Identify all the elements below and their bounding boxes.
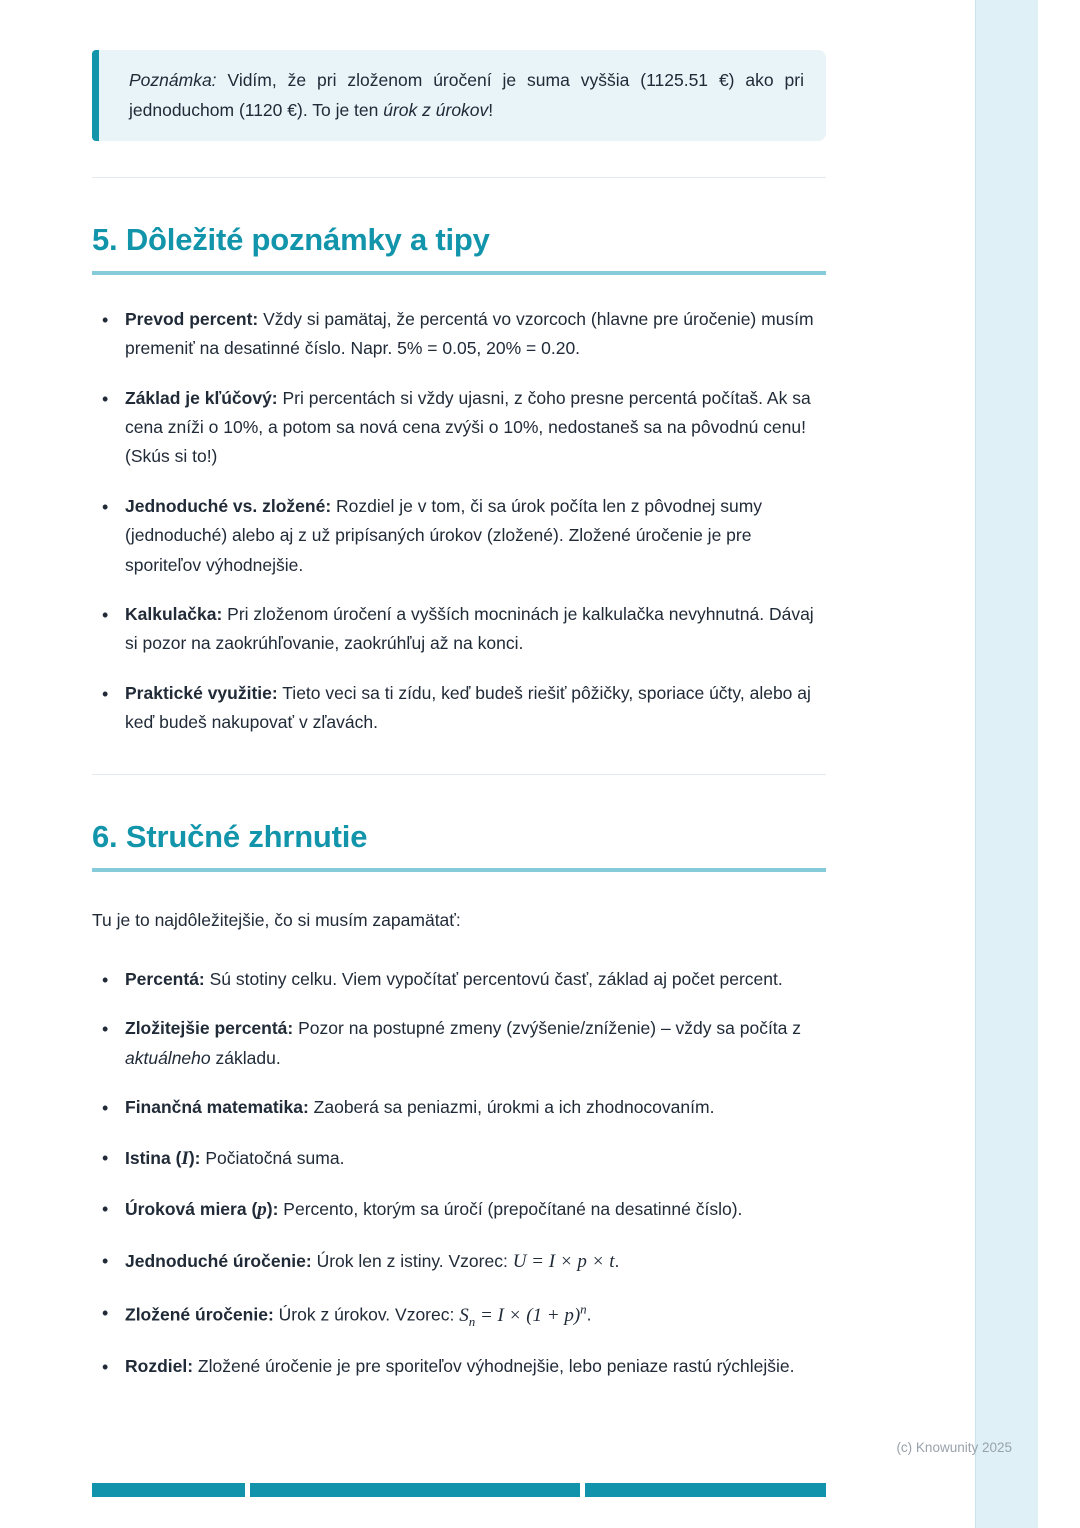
note-text: Vidím, že pri zloženom úročení je suma vyššia (1125.51 €) ako pri jednoduchom (1120 €). To je ten [129, 70, 804, 121]
list-item [92, 1298, 826, 1332]
bullet-lead: Kalkulačka: [125, 604, 223, 624]
bullet-lead: Rozdiel: [125, 1356, 194, 1377]
bullet-lead: Praktické využitie: [125, 682, 278, 703]
page-content [92, 0, 826, 1402]
bullet-lead: Základ je kľúčový: [125, 387, 278, 408]
list-item [92, 1143, 826, 1175]
note-italic-phrase: úrok z úrokov [383, 100, 489, 121]
bullet-text-tail: . [586, 1304, 592, 1325]
section-divider [92, 774, 826, 775]
math-subscript: n [468, 1313, 476, 1329]
section-6-intro: Tu je to najdôležitejšie, čo si musím zapamätať: [92, 909, 461, 930]
note-callout [92, 50, 826, 141]
bullet-lead: Finančná matematika: [125, 1097, 309, 1118]
section-6-bullet-list [92, 965, 826, 1382]
note-tail: ! [488, 100, 494, 121]
list-item [92, 492, 826, 580]
bullet-text: Zložené úročenie je pre sporiteľov výhodnejšie, lebo peniaze rastú rýchlejšie. [193, 1356, 795, 1377]
bullet-text: Percento, ktorým sa úročí (prepočítané na desatinné číslo). [278, 1199, 743, 1220]
bullet-lead: Zložitejšie percentá: [125, 1018, 294, 1039]
bullet-text: Pri percentách si vždy ujasni, z čoho presne percentá počítaš. Ak sa cena zníži o 10%, a potom sa nová cena zvýši o 10%, nedostaneš sa na pôvodnú cenu! (Skús si to!) [125, 387, 811, 467]
list-item [92, 1194, 826, 1226]
list-item [92, 1246, 826, 1278]
math-mid: = I × (1 + p) [475, 1304, 581, 1326]
math-symbol: I [181, 1147, 189, 1169]
bullet-lead: Jednoduché vs. zložené: [125, 495, 332, 516]
bullet-lead-text: Istina ( [125, 1147, 182, 1168]
bullet-lead [125, 1199, 278, 1219]
math-formula-compound-interest [459, 1301, 587, 1329]
section-5-bullet-list [92, 305, 826, 738]
list-item [92, 1093, 826, 1122]
bullet-lead: Percentá: [125, 968, 205, 989]
bullet-lead [125, 1148, 200, 1168]
math-symbol: p [257, 1199, 267, 1221]
bullet-italic-word: aktuálneho [125, 1047, 211, 1068]
bullet-text-tail: . [614, 1251, 620, 1272]
bullet-text: Vždy si pamätaj, že percentá vo vzorcoch (hlavne pre úročenie) musím premeniť na desatinné číslo. Napr. 5% = 0.05, 20% = 0.20. [125, 308, 814, 359]
list-item [92, 305, 826, 364]
bullet-lead: Prevod percent: [125, 308, 259, 329]
footer-bar [92, 1483, 826, 1497]
list-item [92, 965, 826, 994]
bullet-text: Počiatočná suma. [200, 1147, 345, 1168]
bullet-lead-text: ): [188, 1147, 201, 1168]
section-5-title-underline [92, 271, 826, 275]
copyright-text: (c) Knowunity 2025 [896, 1440, 1012, 1455]
footer-bar-segment [250, 1483, 580, 1497]
bullet-text: Pozor na postupné zmeny (zvýšenie/zníženie) – vždy sa počíta z [293, 1018, 802, 1039]
bullet-lead: Zložené úročenie: [125, 1304, 274, 1325]
list-item [92, 1352, 826, 1381]
bullet-text: Zaoberá sa peniazmi, úrokmi a ich zhodnocovaním. [308, 1097, 715, 1118]
math-superscript: n [580, 1301, 587, 1317]
list-item [92, 384, 826, 472]
section-divider [92, 177, 826, 178]
bullet-lead: Jednoduché úročenie: [125, 1251, 312, 1272]
bullet-text: Pri zloženom úročení a vyšších mocninách je kalkulačka nevyhnutná. Dávaj si pozor na zaokrúhľovanie, zaokrúhľuj až na konci. [125, 604, 814, 654]
bullet-text: Tieto veci sa ti zídu, keď budeš riešiť pôžičky, sporiace účty, alebo aj keď budeš nakupovať v zľavách. [125, 682, 811, 733]
list-item [92, 600, 826, 659]
footer-bar-segment [92, 1483, 245, 1497]
math-base: S [459, 1304, 469, 1326]
section-5-title: 5. Dôležité poznámky a tipy [92, 221, 490, 257]
section-6-title: 6. Stručné zhrnutie [92, 818, 368, 854]
bullet-text: Úrok z úrokov. Vzorec: [273, 1304, 460, 1325]
bullet-text-tail: základu. [210, 1047, 281, 1068]
bullet-lead-text: ): [266, 1199, 279, 1220]
bullet-text: Rozdiel je v tom, či sa úrok počíta len z pôvodnej sumy (jednoduché) alebo aj z už pripísaných úrokov (zložené). Zložené úročenie je pre sporiteľov výhodnejšie. [125, 495, 763, 575]
math-formula-simple-interest: U = I × p × t [512, 1251, 615, 1273]
footer-bar-segment [585, 1483, 826, 1497]
bullet-text: Sú stotiny celku. Viem vypočítať percentovú časť, základ aj počet percent. [204, 968, 783, 989]
list-item [92, 679, 826, 738]
note-label: Poznámka: [129, 70, 217, 90]
bullet-text: Úrok len z istiny. Vzorec: [311, 1251, 513, 1272]
list-item [92, 1014, 826, 1073]
bullet-lead-text: Úroková miera ( [125, 1199, 258, 1220]
section-6-title-underline [92, 868, 826, 872]
right-margin-strip [975, 0, 1038, 1528]
